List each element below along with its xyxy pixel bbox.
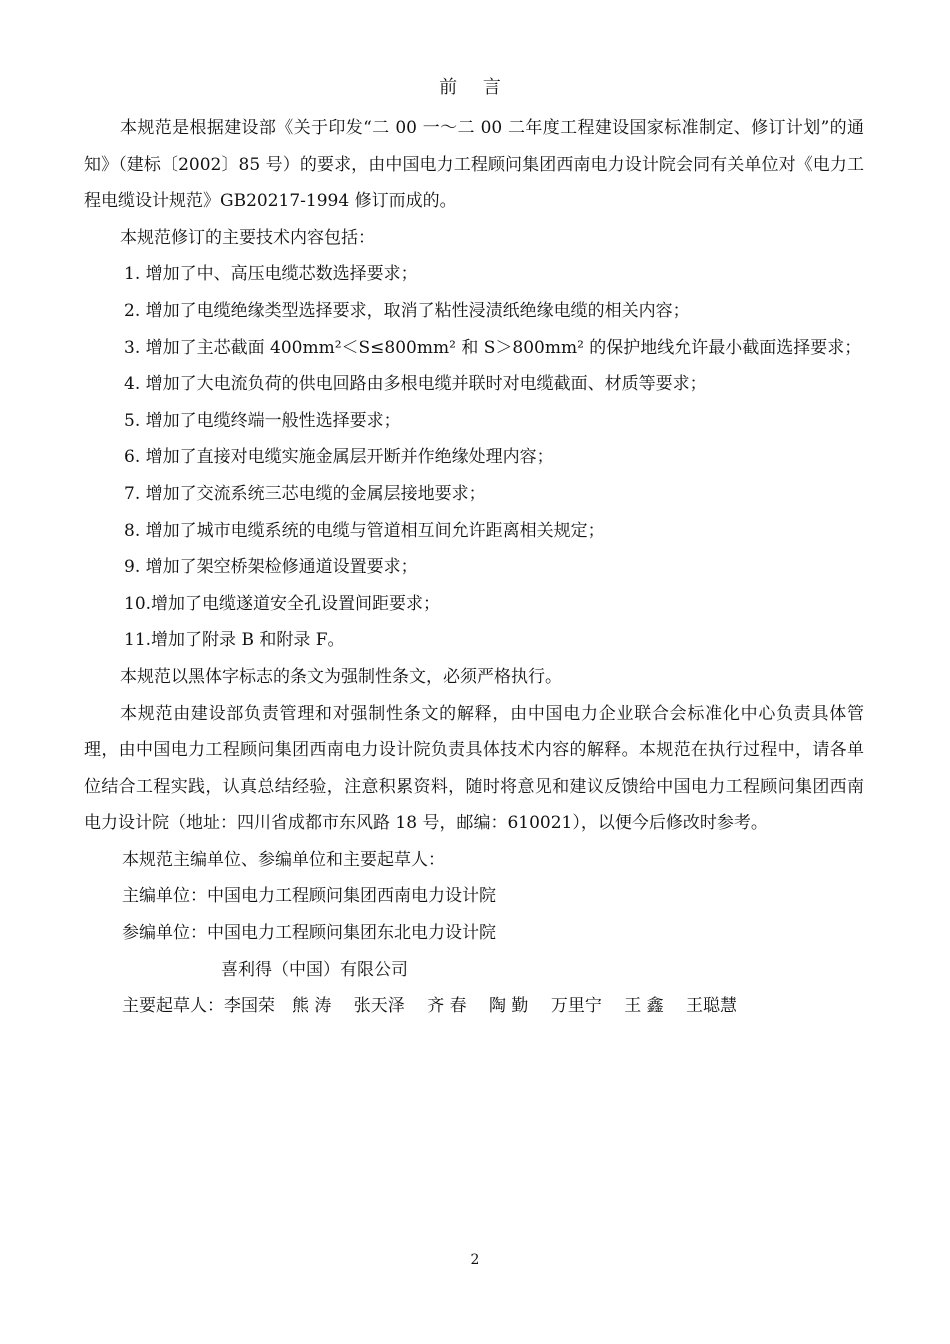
page-number: 2 (470, 1252, 480, 1268)
list-item: 4. 增加了大电流负荷的供电回路由多根电缆并联时对电缆截面、材质等要求； (124, 374, 707, 395)
chief-unit: 主编单位：中国电力工程顾问集团西南电力设计院 (122, 886, 496, 907)
list-item: 2. 增加了电缆绝缘类型选择要求，取消了粘性浸渍纸绝缘电缆的相关内容； (124, 300, 690, 321)
intro-paragraph: 本规范是根据建设部《关于印发“二 00 一～二 00 二年度工程建设国家标准制定、修订计划”的通知》（建标〔2002〕85 号）的要求，由中国电力工程顾问集团西南电力设计院会同有关单位对《电力工程电缆设计规范》GB20217-1994 修订而成的。 (84, 118, 864, 212)
list-item: 7. 增加了交流系统三芯电缆的金属层接地要求； (124, 483, 486, 504)
mandatory-note: 本规范以黑体字标志的条文为强制性条文，必须严格执行。 (120, 666, 562, 687)
authors-intro: 本规范主编单位、参编单位和主要起草人： (122, 849, 445, 870)
revision-list (84, 256, 864, 659)
participating-unit-2: 喜利得（中国）有限公司 (221, 959, 408, 980)
page-title: 前 言 (439, 77, 511, 98)
revision-intro: 本规范修订的主要技术内容包括： (120, 227, 375, 248)
main-drafters: 主要起草人：李国荣 熊 涛 张天泽 齐 春 陶 勤 万里宁 王 鑫 王聪慧 (122, 996, 738, 1017)
list-item: 5. 增加了电缆终端一般性选择要求； (124, 410, 401, 431)
list-item: 3. 增加了主芯截面 400mm²＜S≤800mm² 和 S＞800mm² 的保护地线允许最小截面选择要求； (124, 337, 862, 358)
list-item: 11.增加了附录 B 和附录 F。 (124, 630, 345, 651)
participating-unit-1: 参编单位：中国电力工程顾问集团东北电力设计院 (122, 923, 496, 944)
management-paragraph: 本规范由建设部负责管理和对强制性条文的解释，由中国电力企业联合会标准化中心负责具体管理，由中国电力工程顾问集团西南电力设计院负责具体技术内容的解释。本规范在执行过程中，请各单位结合工程实践，认真总结经验，注意积累资料，随时将意见和建议反馈给中国电力工程顾问集团西南电力设计院（地址：四川省成都市东风路 18 号，邮编：610021），以便今后修改时参考。 (84, 703, 864, 834)
list-item: 6. 增加了直接对电缆实施金属层开断并作绝缘处理内容； (124, 447, 554, 468)
list-item: 10.增加了电缆遂道安全孔设置间距要求； (124, 593, 441, 614)
list-item: 8. 增加了城市电缆系统的电缆与管道相互间允许距离相关规定； (124, 520, 605, 541)
document-body (84, 110, 864, 1025)
list-item: 1. 增加了中、高压电缆芯数选择要求； (124, 264, 418, 285)
list-item: 9. 增加了架空桥架检修通道设置要求； (124, 557, 418, 578)
